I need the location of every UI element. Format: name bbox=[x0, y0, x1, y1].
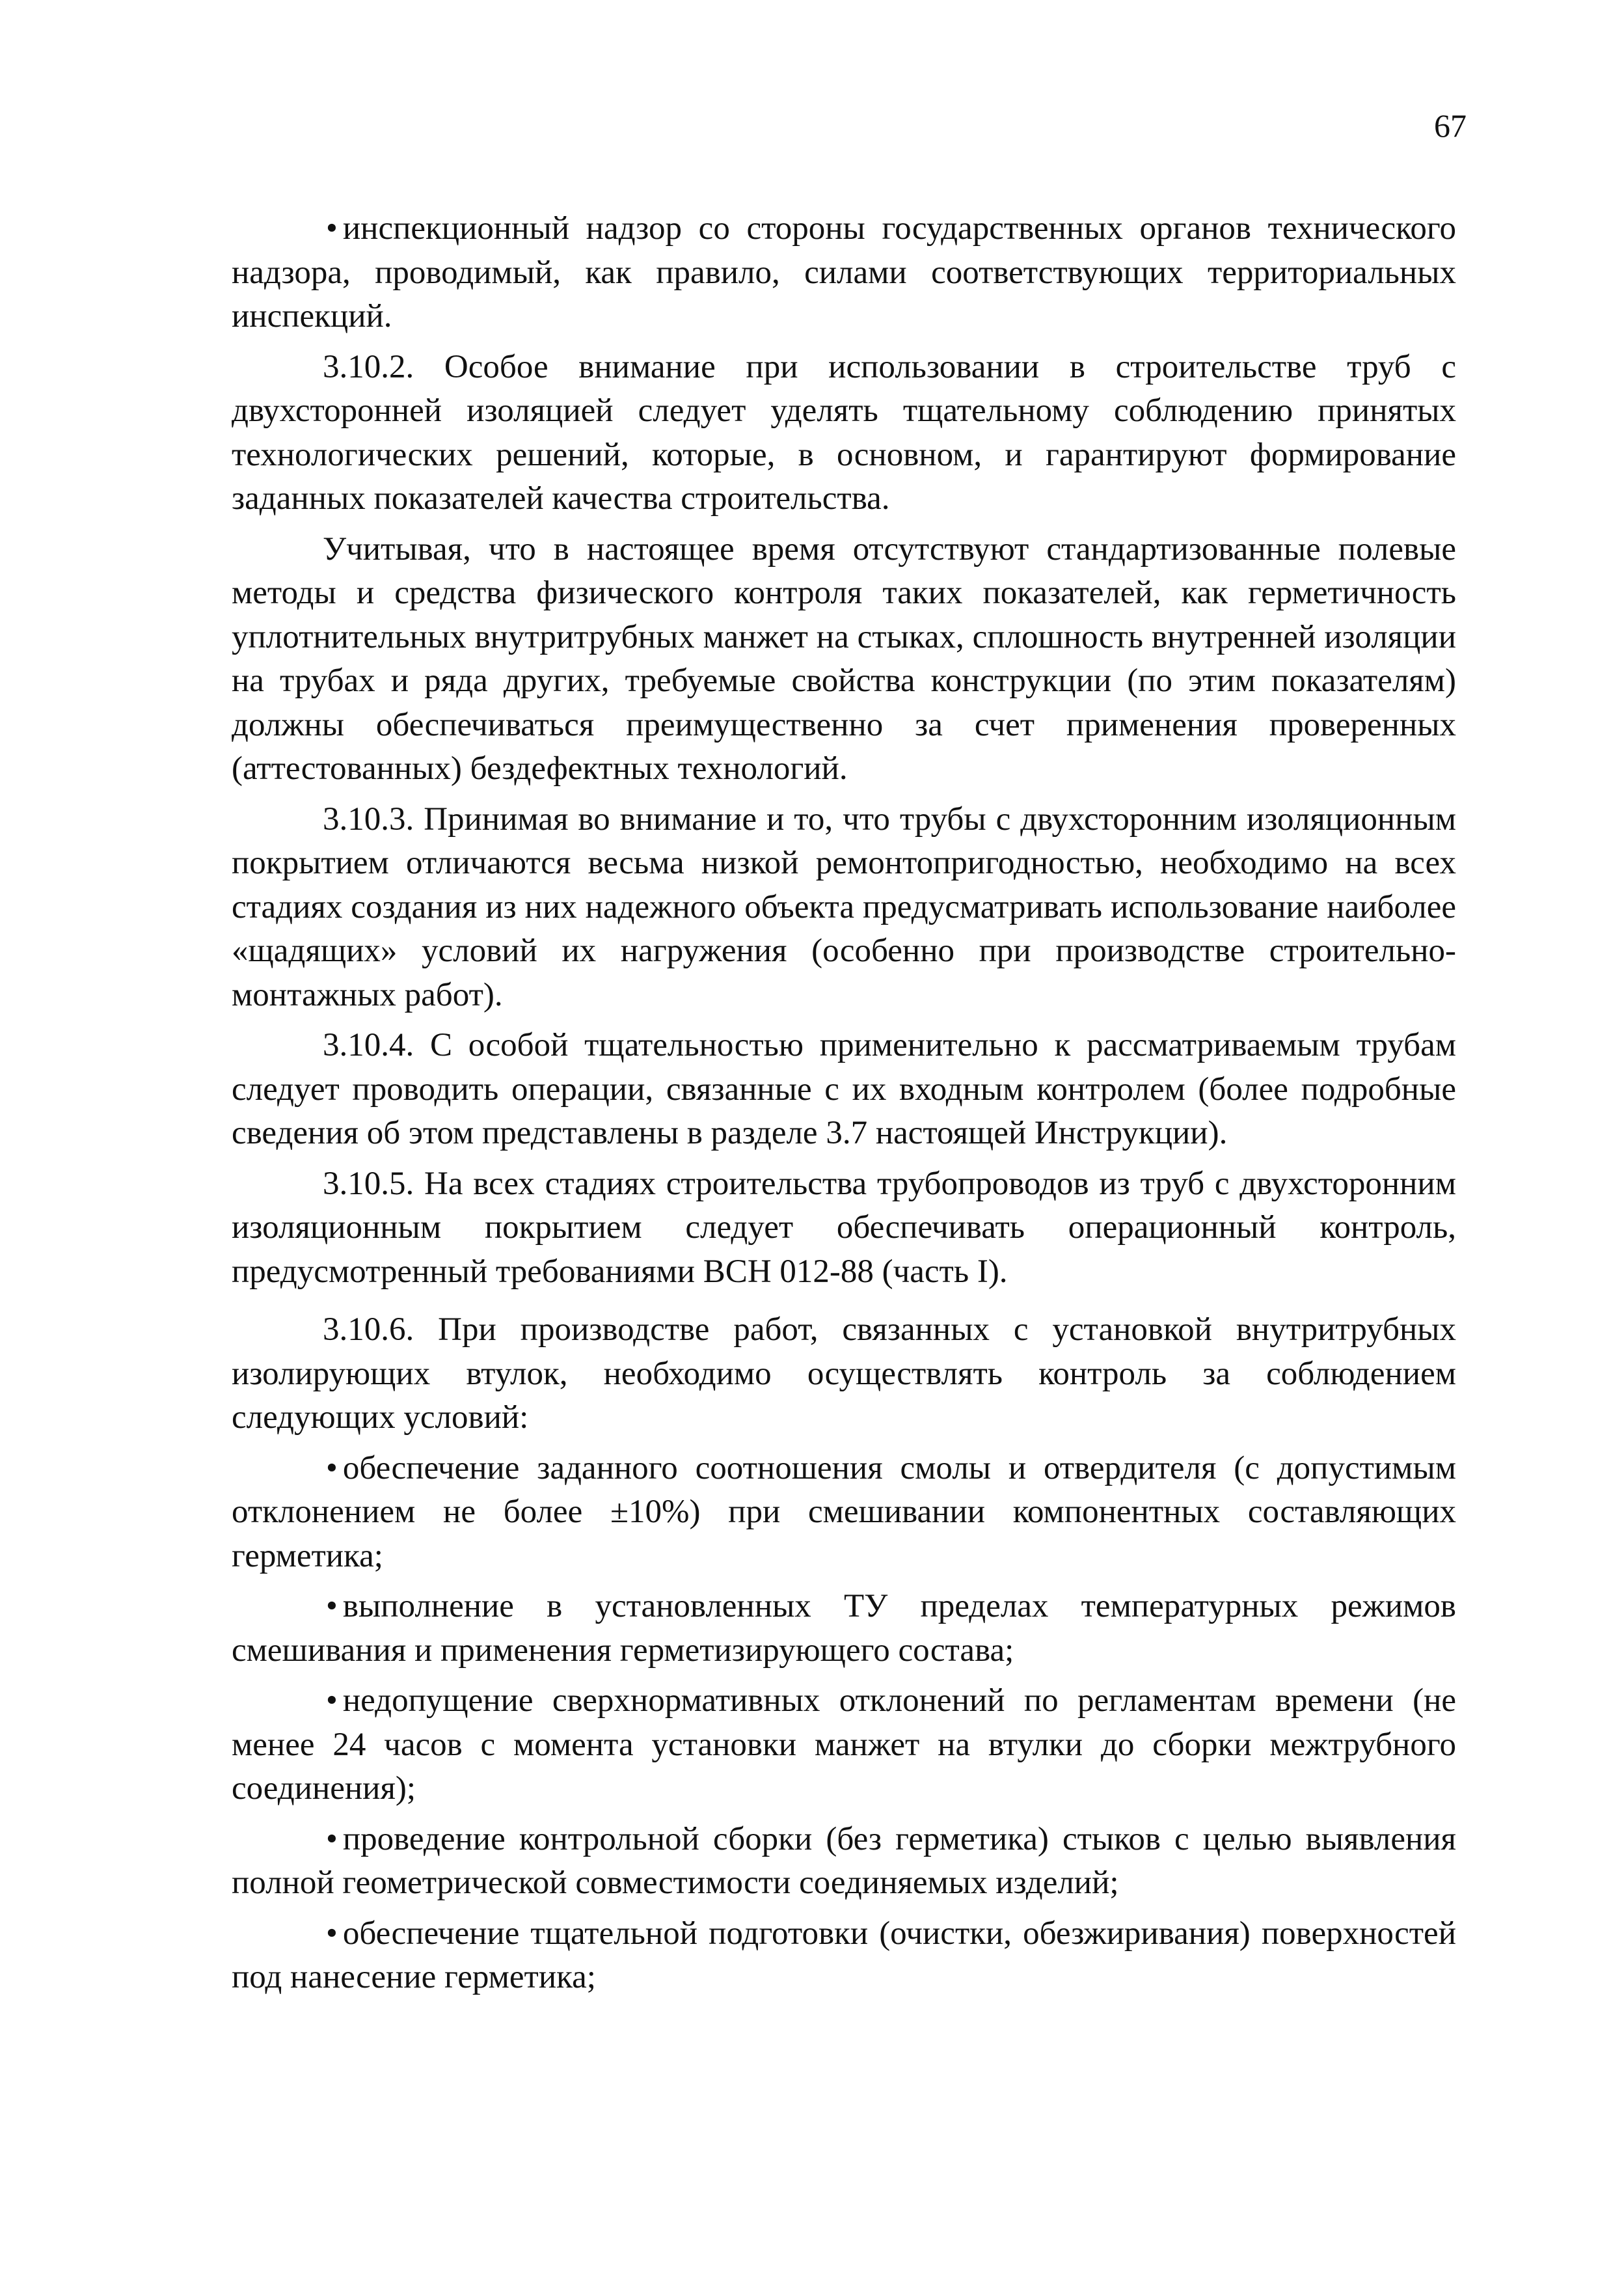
paragraph-3-10-4: 3.10.4. С особой тщательностью применительно к рассматриваемым трубам следует проводить операции, связанные с их входным контролем (более подробные сведения об этом представлены в разделе 3.7 настоящей Инструкции). bbox=[232, 1027, 1456, 1151]
paragraph-3-10-2: 3.10.2. Особое внимание при использовании в строительстве труб с двухсторонней изоляцией следует уделять тщательному соблюдению принятых технологических решений, которые, в основном, и гарантируют формирование заданных показателей качества строительства. bbox=[232, 348, 1456, 517]
bullet-surface-preparation: • обеспечение тщательной подготовки (очистки, обезжиривания) поверхностей под нанесение герметика; bbox=[232, 1912, 1456, 2000]
paragraph-3-10-5: 3.10.5. На всех стадиях строительства трубопроводов из труб с двухсторонним изоляционным покрытием следует обеспечивать операционный контроль, предусмотренный требованиями ВСН 012-88 (часть I). bbox=[232, 1165, 1456, 1290]
bullet-resin-ratio: • обеспечение заданного соотношения смолы и отвердителя (с допустимым отклонением не более ±10%) при смешивании компонентных составляющих герметика; bbox=[232, 1447, 1456, 1579]
paragraph-3-10-6: 3.10.6. При производстве работ, связанных с установкой внутритрубных изолирующих втулок, необходимо осуществлять контроль за соблюдением следующих условий: bbox=[232, 1311, 1456, 1436]
bullet-inspection-supervision: • инспекционный надзор со стороны государственных органов технического надзора, проводимый, как правило, силами соответствующих территориальных инспекций. bbox=[232, 207, 1456, 339]
bullet-control-assembly: • проведение контрольной сборки (без герметика) стыков с целью выявления полной геометрической совместимости соединяемых изделий; bbox=[232, 1818, 1456, 1906]
bullet-time-regulations: • недопущение сверхнормативных отклонений по регламентам времени (не менее 24 часов с момента установки манжет на втулки до сборки межтрубного соединения); bbox=[232, 1679, 1456, 1811]
bullet-temperature-modes: • выполнение в установленных ТУ пределах температурных режимов смешивания и применения герметизирующего состава; bbox=[232, 1585, 1456, 1673]
paragraph-3-10-3: 3.10.3. Принимая во внимание и то, что трубы с двухсторонним изоляционным покрытием отличаются весьма низкой ремонтопригодностью, необходимо на всех стадиях создания из них надежного объекта предусматривать использование наиболее «щадящих» условий их нагружения (особенно при производстве строительно-монтажных работ). bbox=[232, 800, 1456, 1013]
document-body bbox=[232, 207, 1456, 2000]
paragraph-considering: Учитывая, что в настоящее время отсутствуют стандартизованные полевые методы и средства физического контроля таких показателей, как герметичность уплотнительных внутритрубных манжет на стыках, сплошность внутренней изоляции на трубах и ряда других, требуемые свойства конструкции (по этим показателям) должны обеспечиваться преимущественно за счет применения проверенных (аттестованных) бездефектных технологий. bbox=[232, 530, 1456, 787]
page-number: 67 bbox=[1434, 107, 1467, 144]
